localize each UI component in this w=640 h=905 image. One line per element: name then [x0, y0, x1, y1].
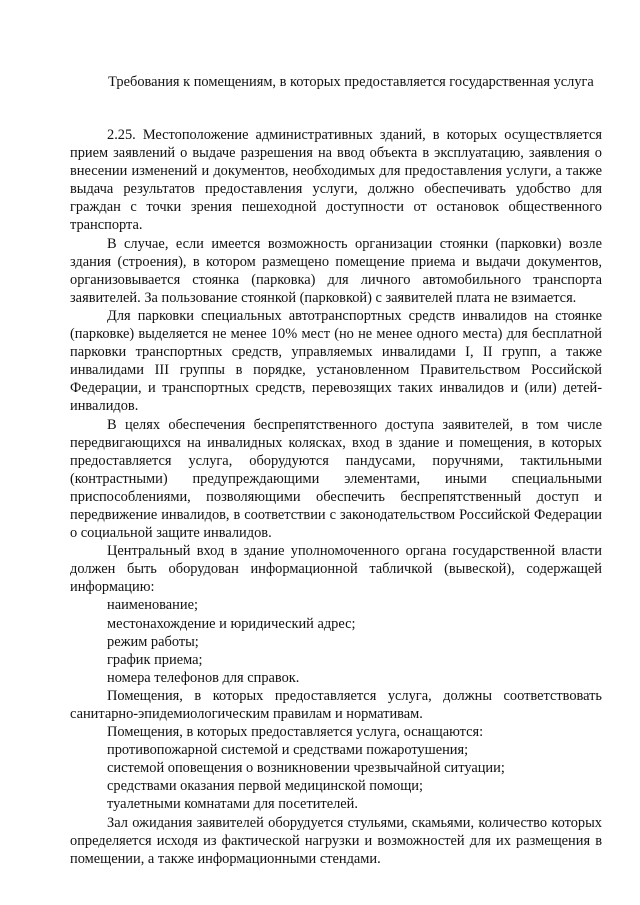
- list-item: наименование;: [107, 597, 198, 614]
- paragraph-parking: В случае, если имеется возможность организации стоянки (парковки) возле здания (строения), в котором размещено помещение приема и выдачи документов, организовывается стоянка (парковка) для личного автомобильного транспорта заявителей. За пользование стоянкой (парковкой) с заявителей плата не взимается.: [70, 235, 602, 306]
- paragraph-accessibility: В целях обеспечения беспрепятственного доступа заявителей, в том числе передвигающихся на инвалидных колясках, вход в здание и помещения, в которых предоставляется услуга, оборудуются пандусами, поручнями, тактильными (контрастными) предупреждающими элементами, иными специальными приспособлениями, позволяющими обеспечить беспрепятственный доступ и передвижение инвалидов, в соответствии с законодательством Российской Федерации о социальной защите инвалидов.: [70, 416, 602, 542]
- list-item: противопожарной системой и средствами пожаротушения;: [107, 742, 469, 759]
- list-item: режим работы;: [107, 633, 199, 650]
- list-item: местонахождение и юридический адрес;: [107, 615, 356, 632]
- paragraph-sanitary: Помещения, в которых предоставляется услуга, должны соответствовать санитарно-эпидемиологическим правилам и нормативам.: [70, 687, 602, 722]
- paragraph-location-requirements: 2.25. Местоположение административных зданий, в которых осуществляется прием заявлений о выдаче разрешения на ввод объекта в эксплуатацию, заявления о внесении изменений и документов, необходимых для предоставления услуги, а также выдача результатов предоставления услуги, должно обеспечивать удобство для граждан с точки зрения пешеходной доступности от остановок общественного транспорта.: [70, 127, 602, 234]
- paragraph-equipment-intro: Помещения, в которых предоставляется услуга, оснащаются:: [107, 724, 484, 741]
- paragraph-disabled-parking: Для парковки специальных автотранспортных средств инвалидов на стоянке (парковке) выделяется не менее 10% мест (но не менее одного места) для бесплатной парковки транспортных средств, управляемых инвалидами I, II групп, а также инвалидами III группы в порядке, установленном Правительством Российской Федерации, и транспортных средств, перевозящих таких инвалидов и (или) детей-инвалидов.: [70, 307, 602, 415]
- document-body: [70, 126, 602, 868]
- list-item: средствами оказания первой медицинской помощи;: [107, 778, 423, 795]
- list-item: график приема;: [107, 651, 203, 668]
- paragraph-central-entrance: Центральный вход в здание уполномоченного органа государственной власти должен быть оборудован информационной табличкой (вывеской), содержащей информацию:: [70, 543, 602, 596]
- list-item: номера телефонов для справок.: [107, 669, 300, 686]
- section-heading: Требования к помещениям, в которых предоставляется государственная услуга: [108, 74, 594, 90]
- list-item: системой оповещения о возникновении чрезвычайной ситуации;: [107, 760, 505, 777]
- list-item: туалетными комнатами для посетителей.: [107, 796, 358, 813]
- paragraph-waiting-hall: Зал ожидания заявителей оборудуется стульями, скамьями, количество которых определяется исходя из фактической нагрузки и возможностей для их размещения в помещении, а также информационными стендами.: [70, 814, 602, 867]
